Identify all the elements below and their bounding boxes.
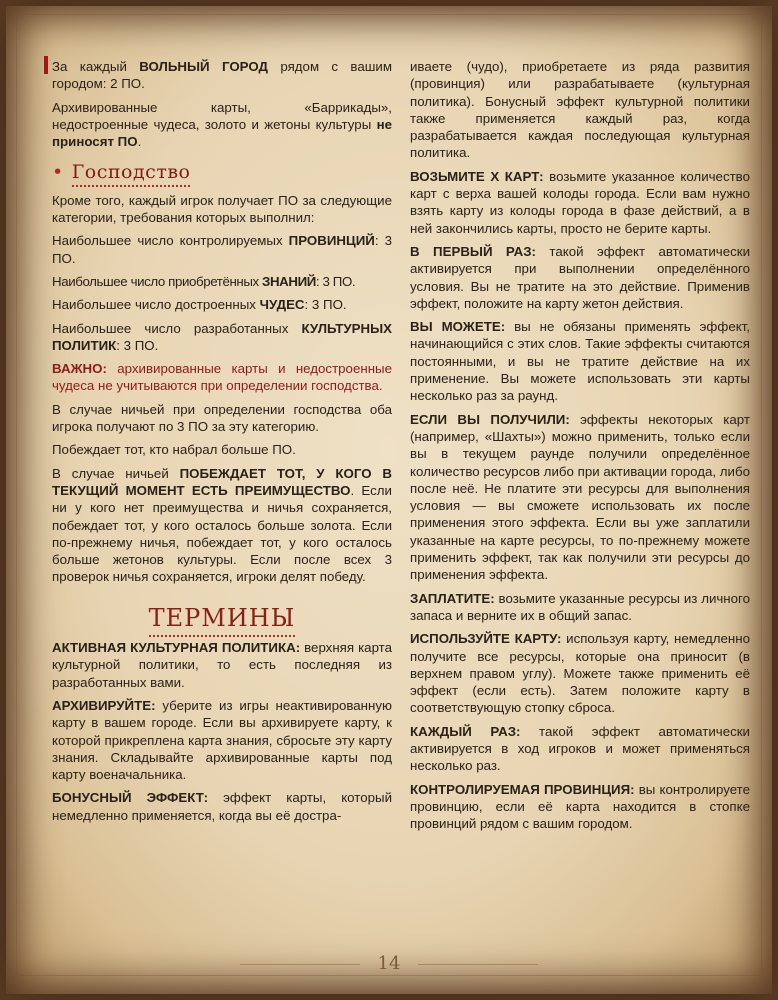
bold-term: БОНУСНЫЙ ЭФФЕКТ: (52, 790, 209, 806)
text: Наибольшее число разработанных (52, 320, 302, 336)
term-if-received (410, 411, 750, 584)
text: : 3 ПО. (52, 233, 392, 266)
text: используя карту, немедленно получите все ресурсы, которые она приносит (в верхнем правом углу). Можете также применить её эффект (если есть). Затем положите карту в соответствующую стопку сброса. (410, 631, 750, 716)
heading-dominance (52, 161, 392, 184)
text: : 3 ПО. (116, 337, 159, 353)
bold-term: ВОЛЬНЫЙ ГОРОД (139, 59, 268, 74)
text: эффекты некоторых карт (например, «Шахты») можно применить, только если вы в текущем раунде получили определённое количество ресурсов либо при активации города, либо после неё. Не платите эти ресурсы для выполнения условия — вы сможете использовать их после применения этого эффекта. Если вы уже заплатили указанные на карте ресурсы, то по-прежнему можете применить эффект, так как получили эти ресурсы до применения эффекта. (410, 411, 751, 583)
text: Наибольшее число контролируемых (52, 233, 289, 249)
bold-term: КУЛЬТУРНЫХ ПОЛИТИК (52, 320, 392, 353)
term-each-time (410, 723, 750, 775)
heading-text: ТЕРМИНЫ (149, 604, 296, 637)
text: Наибольшее число достроенных (52, 297, 260, 313)
text: вы контролируете провинцию, если её карта находится в стопке провинций рядом с вашим городом. (410, 781, 750, 832)
paragraph-categories-intro: Кроме того, каждый игрок получает ПО за следующие категории, требования которых выполнил: (52, 192, 392, 226)
text: . (137, 134, 142, 150)
bold-term: ИСПОЛЬЗУЙТЕ КАРТУ: (410, 631, 562, 647)
paragraph-provinces (52, 232, 392, 267)
bold-term: КАЖДЫЙ РАЗ: (410, 723, 521, 739)
paragraph-free-city (52, 56, 392, 93)
paragraph-important (52, 360, 392, 395)
bold-term: АКТИВНАЯ КУЛЬТУРНАЯ ПОЛИТИКА: (52, 640, 301, 656)
page-number-rule-left (240, 964, 360, 965)
paragraph-no-vp (52, 99, 392, 151)
text: : 3 ПО. (304, 297, 347, 313)
text: возьмите указанное количество карт с верха вашей колоды города. Если вам нужно взять карту из колоды города в фазе действий, а в ней закончились карты, просто не берите карты. (410, 168, 750, 236)
right-column (410, 58, 750, 838)
bold-term: ВОЗЬМИТЕ X КАРТ: (410, 168, 544, 184)
text: такой эффект автоматически активируется при выполнении определённого условия. Вы не тратите на это действие. Применив эффект, положите на карту жетон действия. (410, 243, 750, 311)
bold-term: ЗАПЛАТИТЕ: (410, 590, 495, 606)
heading-text: Господство (72, 161, 191, 187)
red-marker (44, 56, 48, 74)
left-column (52, 56, 392, 830)
term-use-card (410, 630, 750, 716)
text: эффект карты, который немедленно применяется, когда вы её достра- (52, 790, 392, 823)
text: За каждый (52, 59, 140, 74)
text: рядом с вашим городом: 2 ПО. (52, 59, 392, 92)
text: . Если ни у кого нет преимущества и ничья сохраняется, побеждает тот, у кого осталось больше золота. Если по-прежнему ничья, побеждает тот, у кого осталось больше жетонов культуры. Если после всех 3 проверок ничья сохраняется, игроки делят победу. (52, 482, 392, 585)
page-number: 14 (377, 953, 401, 974)
text: Наибольшее число приобретённых (52, 273, 263, 289)
bold-term: ВЫ МОЖЕТЕ: (410, 319, 506, 335)
paragraph-tie-dominance: В случае ничьей при определении господства оба игрока получают по 3 ПО за эту категорию. (52, 401, 392, 435)
paragraph-wonders (52, 296, 392, 313)
bold-term: ВАЖНО: (52, 361, 107, 377)
paragraph-tiebreak (52, 465, 392, 586)
text: архивированные карты и недостроенные чудеса не учитываются при определении господства. (52, 361, 392, 394)
bold-term: не приносят ПО (52, 116, 392, 150)
text: возьмите указанные ресурсы из личного запаса и верните их в общий запас. (410, 590, 750, 623)
paragraph-winner: Побеждает тот, кто набрал больше ПО. (52, 442, 296, 458)
bold-term: ЧУДЕС (259, 297, 305, 313)
term-controlled-province (410, 781, 750, 833)
bold-term: ПРОВИНЦИЙ (288, 233, 375, 249)
bold-term: КОНТРОЛИРУЕМАЯ ПРОВИНЦИЯ: (410, 781, 635, 797)
text: уберите из игры неактивированную карту в вашем городе. Если вы архивируете карту, к которой прикреплена карта знания, сбросьте эту карту знания. Складывайте архивированные карты под карту военачальника. (52, 697, 392, 783)
term-active-policy (52, 639, 392, 691)
page-number-rule-right (418, 964, 538, 965)
text: : 3 ПО. (315, 273, 356, 289)
paragraph-knowledge (52, 273, 392, 290)
text: В случае ничьей (52, 465, 180, 481)
term-you-may (410, 318, 750, 404)
bold-term: ЗНАНИЙ (262, 273, 316, 289)
text: такой эффект автоматически активируется в ход игроков и может применяться несколько раз. (410, 723, 750, 774)
text: верхняя карта культурной политики, то есть последняя из разработанных вами. (52, 640, 393, 690)
term-bonus-effect (52, 789, 392, 824)
bold-term: АРХИВИРУЙТЕ: (52, 697, 156, 713)
bullet-icon: • (52, 161, 64, 184)
term-first-time (410, 243, 750, 312)
term-archive (52, 697, 392, 783)
text: вы не обязаны применять эффект, начинающийся с этих слов. Такие эффекты считаются постоянными, и вы не тратите действие на их применение. Вы можете использовать эти карты несколько раз за раунд. (410, 319, 750, 404)
paragraph-culture (52, 320, 392, 355)
heading-terms (52, 603, 392, 632)
bold-term: В ПЕРВЫЙ РАЗ: (410, 243, 536, 259)
term-pay (410, 590, 750, 625)
paragraph-bonus-cont: иваете (чудо), приобретаете из ряда развития (провинция) или разрабатываете (культурная политика). Бонусный эффект культурной политики также применяется каждый раз, когда разрабатывается каждая последующая культурная политика. (410, 59, 750, 161)
term-draw-cards (410, 168, 750, 237)
bold-term: ПОБЕЖДАЕТ ТОТ, У КОГО В ТЕКУЩИЙ МОМЕНТ ЕСТЬ ПРЕИМУЩЕСТВО (52, 465, 392, 498)
text: Архивированные карты, «Баррикады», недостроенные чудеса, золото и жетоны культуры (52, 99, 392, 132)
bold-term: ЕСЛИ ВЫ ПОЛУЧИЛИ: (410, 411, 570, 427)
